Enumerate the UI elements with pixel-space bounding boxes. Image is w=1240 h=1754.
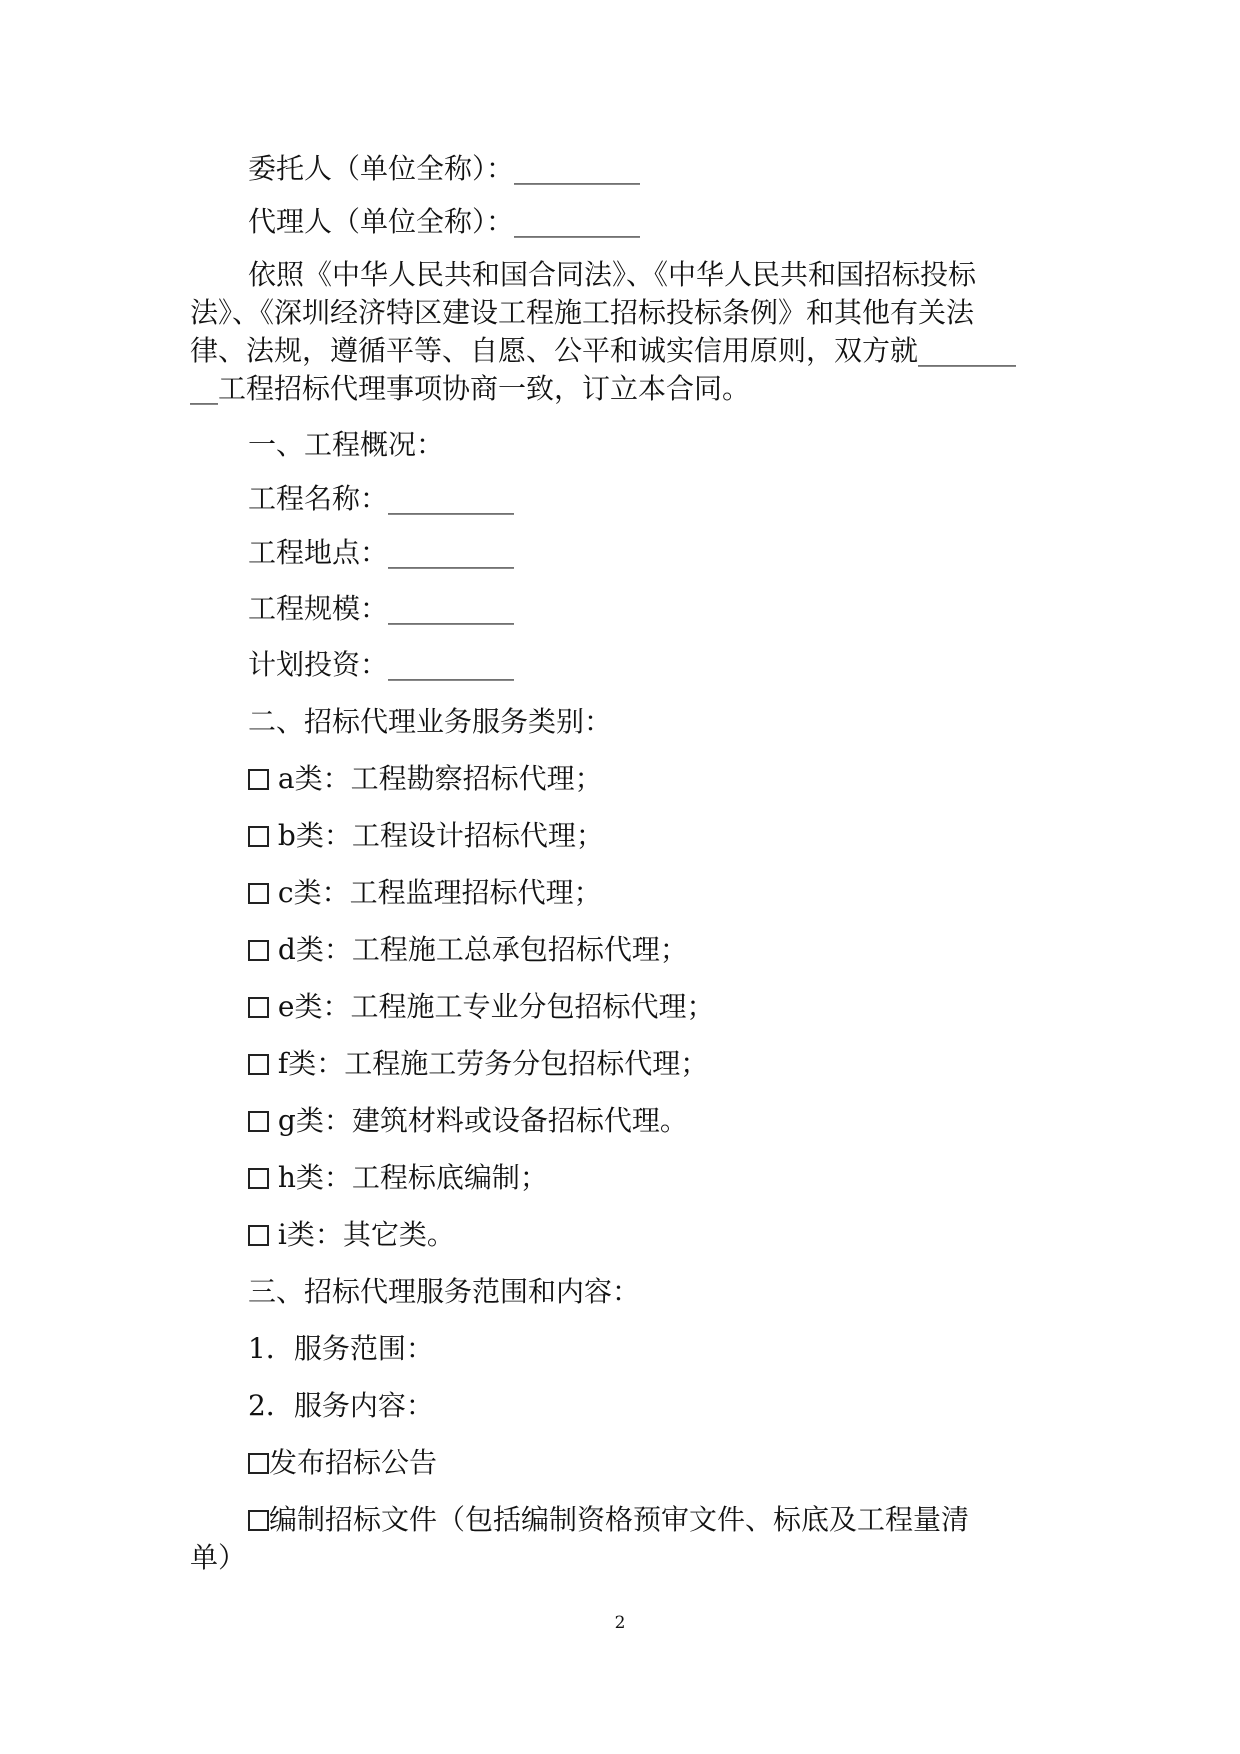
prepare-documents-continuation: 单）	[190, 1541, 247, 1574]
category-i-item	[248, 1216, 455, 1254]
checkbox	[248, 1168, 269, 1189]
category-f-item	[248, 1045, 708, 1083]
section2-heading: 二、招标代理业务服务类别：	[248, 705, 613, 738]
category-f-label: f类：工程施工劳务分包招标代理；	[269, 1047, 709, 1080]
planned-investment-line: 计划投资：_________	[248, 648, 515, 681]
entrusting-party-line: 委托人（单位全称）：_________	[248, 152, 641, 185]
category-g-item	[248, 1102, 688, 1140]
category-e-item	[248, 988, 714, 1026]
category-g-label: g类：建筑材料或设备招标代理。	[269, 1104, 688, 1137]
service-content-line: 2．服务内容：	[248, 1389, 434, 1422]
category-b-item	[248, 817, 604, 855]
checkbox	[248, 826, 269, 847]
category-h-label: h类：工程标底编制；	[269, 1161, 548, 1194]
preamble-line-4: __工程招标代理事项协商一致，订立本合同。	[190, 372, 751, 405]
page-number: 2	[614, 1613, 626, 1633]
category-b-label: b类：工程设计招标代理；	[269, 819, 604, 852]
service-scope-line: 1．服务范围：	[248, 1332, 434, 1365]
checkbox	[248, 1054, 269, 1075]
checkbox	[248, 940, 269, 961]
checkbox	[248, 1453, 269, 1474]
publish-notice-label: 发布招标公告	[269, 1446, 438, 1479]
prepare-documents-label: 编制招标文件（包括编制资格预审文件、标底及工程量清	[269, 1503, 970, 1536]
preamble-line-2: 法》、《深圳经济特区建设工程施工招标投标条例》和其他有关法	[190, 296, 975, 329]
agent-line: 代理人（单位全称）：_________	[248, 205, 641, 238]
checkbox	[248, 1510, 269, 1531]
category-c-label: c类：工程监理招标代理；	[269, 876, 602, 909]
checkbox	[248, 1111, 269, 1132]
project-name-line: 工程名称：_________	[248, 482, 515, 515]
category-a-label: a类：工程勘察招标代理；	[269, 762, 603, 795]
section3-heading: 三、招标代理服务范围和内容：	[248, 1275, 641, 1308]
preamble-line-1: 依照《中华人民共和国合同法》、《中华人民共和国招标投标	[248, 258, 977, 291]
project-location-line: 工程地点：_________	[248, 536, 515, 569]
category-a-item	[248, 760, 603, 798]
category-d-item	[248, 931, 688, 969]
prepare-documents-item	[248, 1501, 969, 1539]
checkbox	[248, 997, 269, 1018]
category-h-item	[248, 1159, 548, 1197]
category-d-label: d类：工程施工总承包招标代理；	[269, 933, 688, 966]
section1-heading: 一、工程概况：	[248, 428, 445, 461]
publish-notice-item	[248, 1444, 437, 1482]
project-scale-line: 工程规模：_________	[248, 592, 515, 625]
checkbox	[248, 883, 269, 904]
preamble-line-3: 律、法规，遵循平等、自愿、公平和诚实信用原则，双方就_______	[190, 334, 1017, 367]
checkbox	[248, 769, 269, 790]
category-c-item	[248, 874, 602, 912]
checkbox	[248, 1225, 269, 1246]
category-i-label: i类：其它类。	[269, 1218, 455, 1251]
category-e-label: e类：工程施工专业分包招标代理；	[269, 990, 715, 1023]
